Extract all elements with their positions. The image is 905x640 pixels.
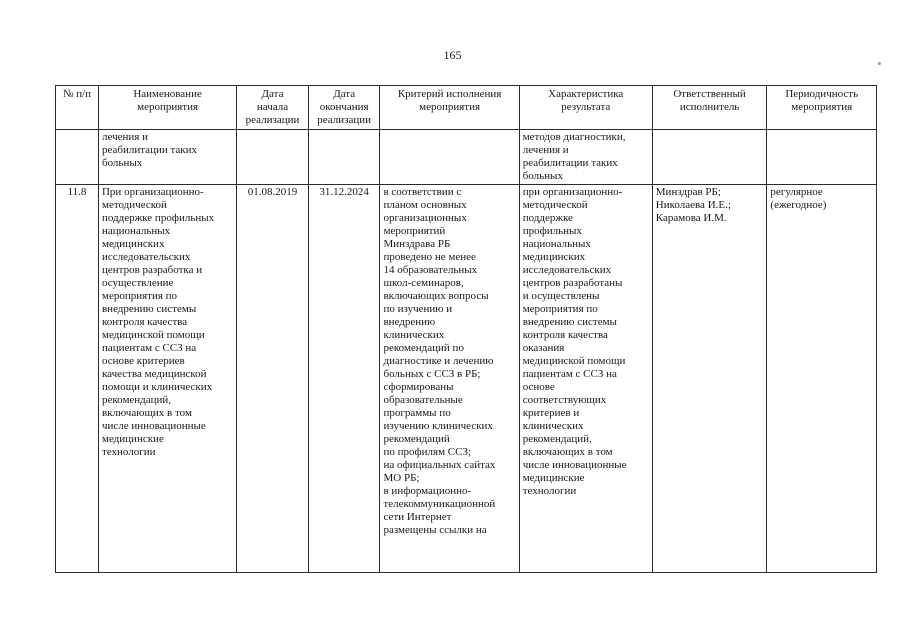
cell-num: 11.8 [56,185,99,573]
cell-name: При организационно- методической поддержке профильных национальных медицинских исследовательских центров разработка и осуществление мероприятия по внедрению системы контроля качества медицинской помощи пациентам с ССЗ на основе критериев качества медицинской помощи и клинических рекомендаций, включающих в том числе инновационные медицинские технологии [98,185,236,573]
cell-name: лечения и реабилитации таких больных [98,130,236,185]
cell-start-date [237,130,309,185]
header-end-date: Дата окончания реализации [308,86,380,130]
header-criterion: Критерий исполнения мероприятия [380,86,519,130]
header-num: № п/п [56,86,99,130]
table-header-row [56,86,877,130]
cell-end-date [308,130,380,185]
table-row-continued [56,130,877,185]
cell-periodicity: регулярное (ежегодное) [767,185,877,573]
cell-num [56,130,99,185]
header-result: Характеристика результата [519,86,652,130]
cell-responsible: Минздрав РБ; Николаева И.Е.; Карамова И.М. [652,185,767,573]
cell-periodicity [767,130,877,185]
cell-end-date: 31.12.2024 [308,185,380,573]
cell-result: методов диагностики, лечения и реабилитации таких больных [519,130,652,185]
cell-criterion [380,130,519,185]
cell-responsible [652,130,767,185]
cell-criterion: в соответствии с планом основных организационных мероприятий Минздрава РБ проведено не менее 14 образовательных школ-семинаров, включающих вопросы по изучению и внедрению клинических рекомендаций по диагностике и лечению больных с ССЗ в РБ; сформированы образовательные программы по изучению клинических рекомендаций по профилям ССЗ; на официальных сайтах МО РБ; в информационно- телекоммуникационной сети Интернет размещены ссылки на [380,185,519,573]
table-row-11-8 [56,185,877,573]
header-responsible: Ответственный исполнитель [652,86,767,130]
cell-start-date: 01.08.2019 [237,185,309,573]
cell-result: при организационно- методической поддержке профильных национальных медицинских исследовательских центров разработаны и осуществлены мероприятия по внедрению системы контроля качества оказания медицинской помощи пациентам с ССЗ на основе соответствующих критериев и клинических рекомендаций, включающих в том числе инновационные медицинские технологии [519,185,652,573]
page-number: 165 [443,48,462,62]
header-name: Наименование мероприятия [98,86,236,130]
header-periodicity: Периодичность мероприятия [767,86,877,130]
activity-plan-table [55,85,877,573]
header-start-date: Дата начала реализации [237,86,309,130]
scan-dot [878,62,881,65]
